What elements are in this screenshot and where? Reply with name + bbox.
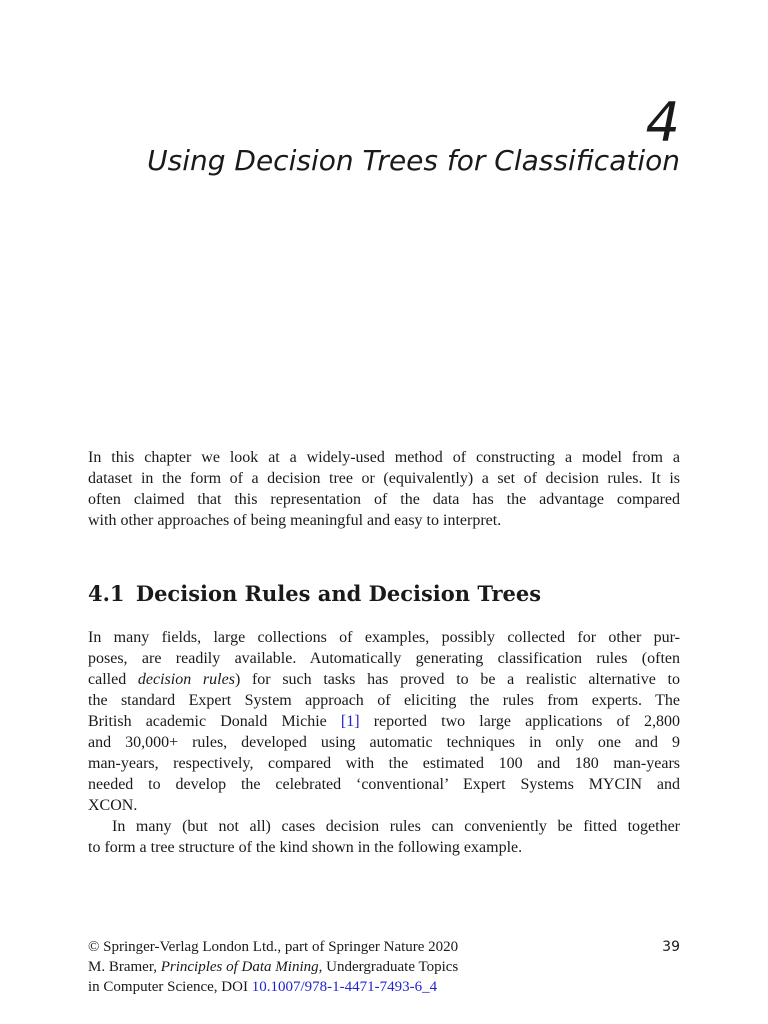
section-title: Decision Rules and Decision Trees	[135, 581, 542, 606]
body-line	[88, 711, 680, 732]
book-title: Principles of Data Mining	[160, 959, 319, 975]
intro-line: with other approaches of being meaningful and easy to interpret.	[88, 512, 502, 529]
body-line: needed to develop the celebrated ‘conventional’ Expert Systems MYCIN and	[88, 776, 680, 793]
footer-text: M. Bramer,	[88, 959, 161, 975]
body-line: In many (but not all) cases decision rules can conveniently be fitted together	[112, 818, 680, 835]
intro-line: In this chapter we look at a widely-used method of constructing a model from a	[88, 449, 680, 466]
footer-text: in Computer Science, DOI	[88, 979, 252, 995]
body-line: and 30,000+ rules, developed using automatic techniques in only one and 9	[88, 734, 680, 751]
body-line: the standard Expert System approach of eliciting the rules from experts. The	[88, 692, 680, 709]
section-heading	[88, 583, 541, 604]
copyright-footer	[88, 937, 680, 997]
section-number: 4.1	[88, 581, 125, 606]
doi-link[interactable]: 10.1007/978-1-4471-7493-6_4	[251, 979, 438, 995]
body-line: XCON.	[88, 797, 138, 814]
emphasis-text: decision rules	[137, 671, 235, 688]
copyright-line: © Springer-Verlag London Ltd., part of Springer Nature 2020	[88, 939, 459, 955]
citation-line	[88, 957, 680, 977]
body-text: British academic Donald Michie	[88, 713, 341, 730]
page-number: 39	[662, 939, 680, 955]
body-line: In many fields, large collections of examples, possibly collected for other pur-	[88, 629, 680, 646]
body-line: poses, are readily available. Automatically generating classification rules (often	[88, 650, 680, 667]
doi-line	[88, 977, 680, 997]
chapter-title: Using Decision Trees for Classification	[147, 144, 680, 177]
body-paragraphs	[88, 627, 680, 858]
body-line: to form a tree structure of the kind shown in the following example.	[88, 839, 523, 856]
body-text: called	[88, 671, 138, 688]
body-text: reported two large applications of 2,800	[359, 713, 680, 730]
body-line	[88, 669, 680, 690]
intro-line: often claimed that this representation of the data has the advantage compared	[88, 491, 680, 508]
intro-paragraph	[88, 447, 680, 531]
body-line: man-years, respectively, compared with the estimated 100 and 180 man-years	[88, 755, 680, 772]
citation-link[interactable]: [1]	[340, 713, 360, 730]
footer-text: , Undergraduate Topics	[318, 959, 459, 975]
chapter-number: 4	[645, 91, 680, 154]
body-text: ) for such tasks has proved to be a realistic alternative to	[234, 671, 680, 688]
intro-line: dataset in the form of a decision tree or (equivalently) a set of decision rules. It is	[88, 470, 680, 487]
